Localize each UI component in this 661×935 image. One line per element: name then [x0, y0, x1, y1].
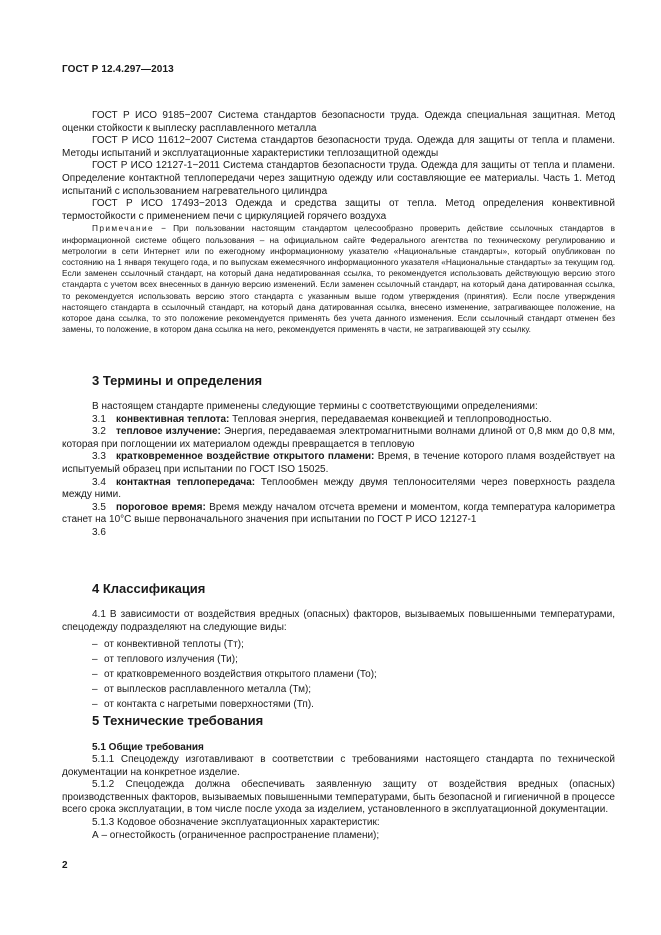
note-text: − При пользовании настоящим стандартом целесообразно проверить действие ссылочных стандартов в информационной системе общего пользования – на официальном сайте Федерального агентства по техническому регулированию и метрологии в сети Интернет или по ежегодному информационному указателю «Национальные стандарты», который опубликован по состоянию на 1 января текущего года, и по выпускам ежемесячного информационного указателя «Национальные стандарты» за текущим год. Если заменен ссылочный стандарт, на который дана недатированная ссылка, то рекомендуется использовать действующую версию этого стандарта с учетом всех внесенных в данную версию изменений. Если заменен ссылочный стандарт, на который дана датированная ссылка, то рекомендуется использовать версию этого стандарта с указанным выше годом утверждения (принятия). Если после утверждения настоящего стандарта в ссылочный стандарт, на который дана датированная ссылка, внесено изменение, затрагивающее положение, на которое дана ссылка, то это положение рекомендуется применять без учета данного изменения. Если ссылочный стандарт отменен без замены, то положение, в котором дана ссылка на него, рекомендуется применять в части, не затрагивающей эту ссылку.: [62, 223, 615, 335]
section-heading: 5 Технические требования: [92, 713, 264, 728]
reference-item: ГОСТ Р ИСО 9185−2007 Система стандартов безопасности труда. Одежда специальная защитная. Метод оценки стойкости к выплеску расплавленного металла: [62, 110, 615, 134]
term-definition: Теплообмен между двумя теплоносителями через поверхность раздела между ними.: [62, 476, 615, 501]
section-heading: 3 Термины и определения: [92, 373, 263, 388]
term-name: пороговое время:: [116, 501, 206, 513]
paragraph: 5.1.3 Кодовое обозначение эксплуатационных характеристик:: [92, 816, 380, 828]
term-entry: 3.4 контактная теплопередача: Теплообмен между двумя теплоносителями через поверхность раздела между ними.: [62, 476, 615, 501]
term-name: тепловое излучение:: [116, 426, 221, 438]
term-name: контактная теплопередача:: [116, 476, 256, 488]
reference-item: ГОСТ Р ИСО 12127-1−2011 Система стандартов безопасности труда. Одежда для защиты от тепла и пламени. Определение контактной теплопередачи через защитную одежду или составляющие ее материалы. Часть 1. Метод испытаний с использованием нагревательного цилиндра: [62, 160, 615, 197]
term-definition: Время, в течение которого пламя воздействует на испытуемый образец при испытании по ГОСТ ISO 15025.: [62, 451, 615, 475]
term-name: кратковременное воздействие открытого пламени:: [116, 451, 375, 463]
term-entry: 3.3 кратковременное воздействие открытого пламени: Время, в течение которого пламя воздействует на испытуемый образец при испытании по ГОСТ ISO 15025.: [62, 451, 615, 475]
term-definition: Энергия, передаваемая электромагнитными волнами длиной от 0,8 мкм до 0,8 мм, которая при поглощении их материалом одежды превращается в тепловую: [62, 426, 615, 450]
reference-note: [62, 223, 615, 335]
section-heading: 4 Классификация: [92, 581, 206, 596]
section-3: [62, 373, 615, 540]
reference-item: ГОСТ Р ИСО 11612−2007 Система стандартов безопасности труда. Одежда для защиты от тепла и пламени. Методы испытаний и эксплуатационные характеристики теплозащитной одежды: [62, 135, 615, 159]
references-block: [62, 110, 615, 335]
section-4: [62, 581, 615, 712]
section-intro: 4.1 В зависимости от воздействия вредных (опасных) факторов, вызываемых повышенными температурами, спецодежду подразделяют на следующие виды:: [62, 609, 615, 633]
paragraph: 5.1.1 Спецодежду изготавливают в соответствии с требованиями настоящего стандарта по технической документации на конкретное изделие.: [62, 754, 615, 778]
section-intro: В настоящем стандарте применены следующие термины с соответствующими определениями:: [92, 401, 538, 412]
note-label: Примечание: [92, 223, 155, 234]
list-item: – от выплесков расплавленного металла (Тм);: [92, 684, 312, 696]
term-definition: Тепловая энергия, передаваемая конвекцией и теплопроводностью.: [229, 413, 552, 425]
page-number: 2: [62, 860, 68, 871]
document-header: ГОСТ Р 12.4.297—2013: [62, 64, 174, 75]
subsection-heading: 5.1 Общие требования: [92, 742, 204, 753]
list-item: – от конвективной теплоты (Тт);: [92, 639, 244, 651]
term-entry: 3.2 тепловое излучение: Энергия, передаваемая электромагнитными волнами длиной от 0,8 мкм до 0,8 мм, которая при поглощении их материалом одежды превращается в тепловую: [62, 426, 615, 450]
term-name: конвективная теплота:: [116, 413, 230, 425]
list-item: – от контакта с нагретыми поверхностями (Тп).: [92, 699, 314, 711]
term-entry: 3.5 пороговое время: Время между началом отсчета времени и моментом, когда температура калориметра станет на 10°С выше первоначального значения при испытании по ГОСТ Р ИСО 12127-1: [62, 501, 616, 526]
reference-item: ГОСТ Р ИСО 17493−2013 Одежда и средства защиты от тепла. Метод определения конвективной термостойкости с применением печи с циркуляцией горячего воздуха: [62, 198, 615, 222]
term-entry-empty: 3.6: [92, 526, 106, 538]
list-item: – от теплового излучения (Ти);: [92, 654, 238, 666]
classification-list: [62, 637, 615, 712]
paragraph: 5.1.2 Спецодежда должна обеспечивать заявленную защиту от воздействия вредных (опасных) производственных факторов, вызываемых повышенными температурами, быть безопасной и гигиеничной в процессе всего срока эксплуатации, в том числе после ухода за изделием, установленного в эксплуатационной документации.: [62, 779, 615, 816]
list-item: – от кратковременного воздействия открытого пламени (То);: [92, 669, 377, 681]
term-definition: Время между началом отсчета времени и моментом, когда температура калориметра станет на 10°С выше первоначального значения при испытании по ГОСТ Р ИСО 12127-1: [62, 501, 616, 526]
paragraph: А – огнестойкость (ограниченное распространение пламени);: [92, 829, 380, 841]
term-entry: 3.1 конвективная теплота: Тепловая энергия, передаваемая конвекцией и теплопроводностью.: [92, 413, 552, 425]
section-5: [62, 713, 615, 842]
